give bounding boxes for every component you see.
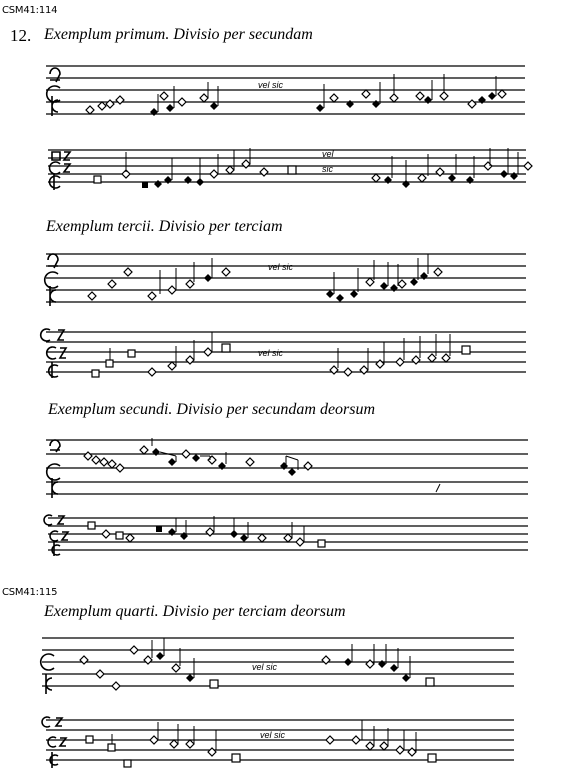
heading-exemplum-secundi: Exemplum secundi. Divisio per secundam deorsum bbox=[48, 401, 376, 418]
sic-annotation: sic bbox=[322, 164, 333, 174]
music-staff-4b bbox=[0, 716, 577, 776]
vel-sic-annotation: vel sic bbox=[268, 262, 294, 272]
heading-exemplum-primum: Exemplum primum. Divisio per secundam bbox=[44, 26, 313, 43]
vel-sic-annotation: vel sic bbox=[258, 80, 284, 90]
music-staff-1b bbox=[0, 144, 577, 194]
heading-exemplum-tercii: Exemplum tercii. Divisio per terciam bbox=[46, 218, 283, 235]
music-staff-2a bbox=[0, 250, 577, 310]
music-staff-4a bbox=[0, 634, 577, 694]
vel-sic-annotation: vel sic bbox=[258, 348, 284, 358]
page-ref-114: CSM41:114 bbox=[2, 5, 58, 16]
vel-sic-annotation: vel sic bbox=[252, 662, 278, 672]
vel-sic-annotation: vel sic bbox=[260, 730, 286, 740]
music-staff-3a bbox=[0, 436, 577, 500]
heading-exemplum-quarti: Exemplum quarti. Divisio per terciam deorsum bbox=[44, 603, 346, 620]
music-staff-3b bbox=[0, 514, 577, 556]
page-ref-115: CSM41:115 bbox=[2, 587, 58, 598]
music-staff-2b bbox=[0, 326, 577, 382]
vel-annotation: vel bbox=[322, 149, 334, 159]
music-staff-1a bbox=[0, 60, 577, 130]
example-number: 12. bbox=[10, 26, 32, 45]
